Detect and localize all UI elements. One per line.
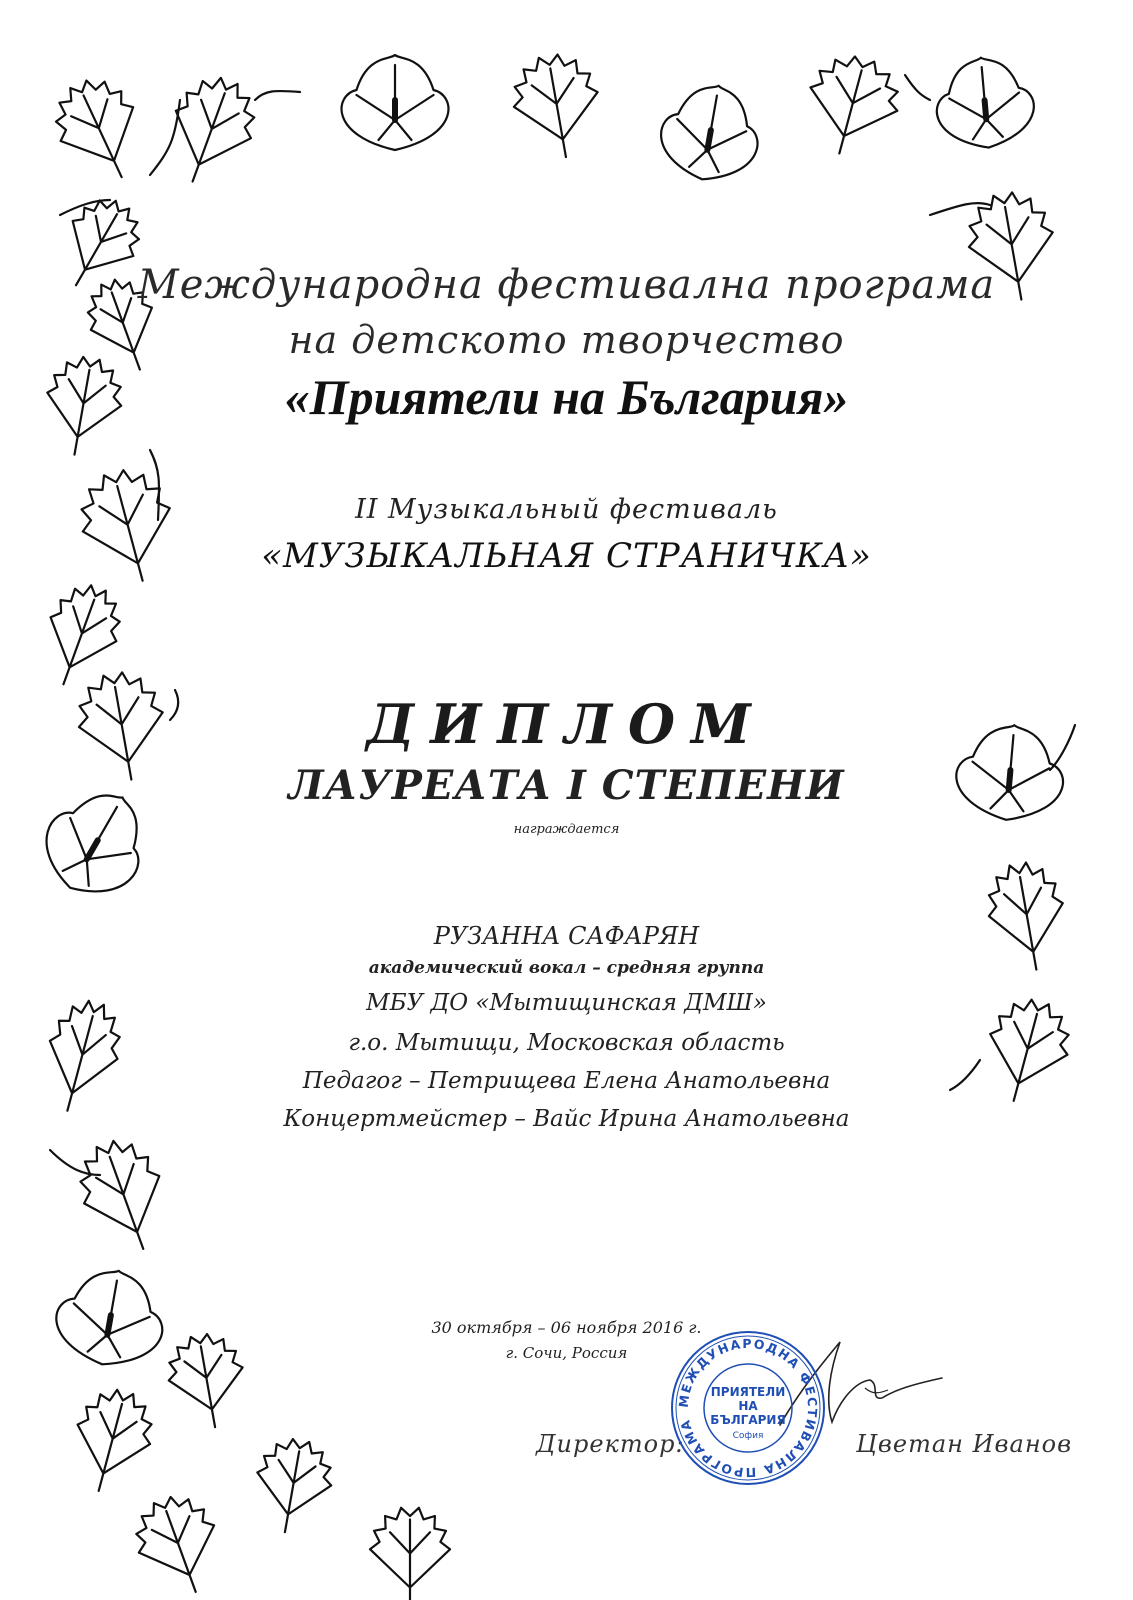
recipient-name: РУЗАННА САФАРЯН [433, 922, 700, 950]
festival-place: г. Сочи, Россия [505, 1344, 628, 1362]
maple-leaf-ornament [370, 1508, 450, 1600]
maple-leaf-ornament [42, 67, 158, 194]
recipient-category: академический вокал – средняя группа [368, 958, 765, 978]
festival-dates: 30 октября – 06 ноября 2016 г. [431, 1318, 702, 1337]
awarded-label: награждается [513, 822, 620, 837]
maple-leaf-ornament [31, 576, 132, 696]
leaf-stem [905, 75, 930, 100]
maple-leaf-ornament [67, 1130, 180, 1262]
program-title-line1: Международна фестивална програма [137, 262, 996, 308]
leaf-stem [255, 91, 300, 100]
maple-leaf-ornament [506, 49, 607, 165]
organization-seal [668, 1328, 828, 1488]
seal-center-line3: БЪЛГАРИЯ [710, 1413, 786, 1427]
program-title-line2: на детското творчество [288, 318, 845, 362]
maple-leaf-ornament [248, 1434, 338, 1539]
laureate-degree: ЛАУРЕАТА I СТЕПЕНИ [288, 762, 845, 809]
recipient-teacher: Педагог – Петрищева Елена Анатольевна [302, 1068, 831, 1094]
maple-leaf-ornament [62, 1382, 161, 1500]
seal-center-line1: ПРИЯТЕЛИ [710, 1385, 786, 1399]
director-label: Директор: [536, 1430, 685, 1458]
director-name: Цветан Иванов [856, 1430, 1073, 1458]
leaf-stem [50, 1150, 100, 1175]
diploma-title: ДИПЛОМ [366, 692, 767, 756]
festival-number: II Музыкальный фестиваль [355, 494, 778, 525]
recipient-school: МБУ ДО «Мытищинская ДМШ» [366, 990, 767, 1016]
ivy-leaf-ornament [342, 55, 449, 150]
seal-center-city: София [732, 1431, 764, 1441]
seal-center-line2: НА [738, 1399, 758, 1413]
maple-leaf-ornament [796, 47, 908, 165]
program-name: «Приятели на България» [284, 369, 849, 425]
maple-leaf-ornament [155, 67, 267, 195]
recipient-accompanist: Концертмейстер – Вайс Ирина Анатольевна [283, 1106, 850, 1132]
festival-name: «МУЗЫКАЛЬНАЯ СТРАНИЧКА» [261, 536, 872, 576]
recipient-city: г.о. Мытищи, Московская область [348, 1030, 785, 1056]
seal-ring-text: МЕЖДУНАРОДНА ФЕСТИВАЛНА ПРОГРАМА [675, 1335, 821, 1481]
ivy-leaf-ornament [932, 53, 1037, 151]
maple-leaf-ornament [125, 1486, 234, 1600]
ivy-leaf-ornament [654, 77, 766, 187]
